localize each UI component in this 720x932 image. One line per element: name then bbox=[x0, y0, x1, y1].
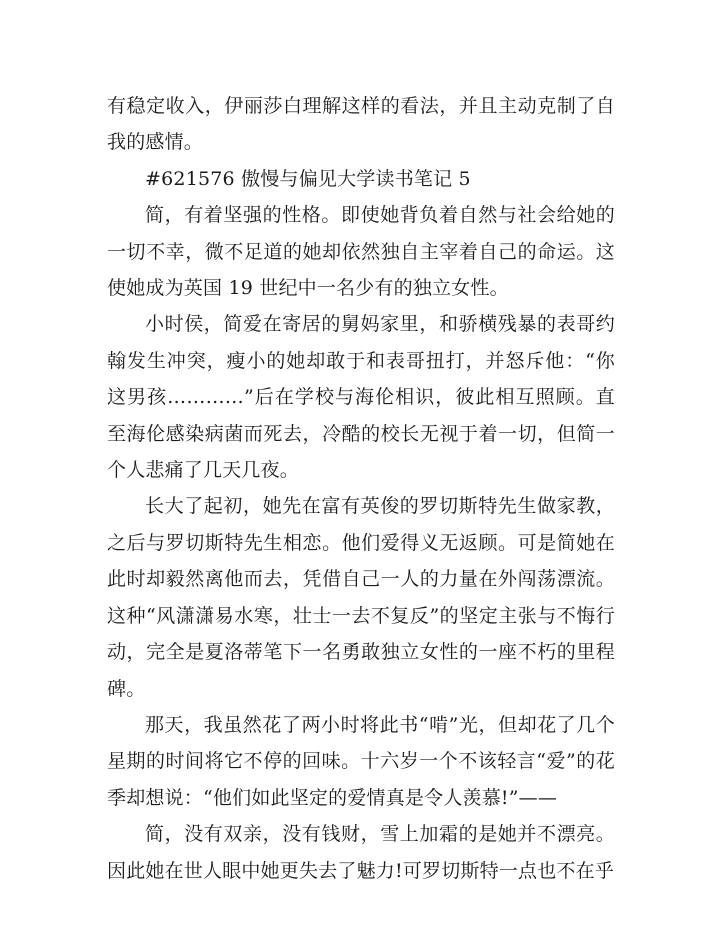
paragraph-continuation: 有稳定收入，伊丽莎白理解这样的看法，并且主动克制了自我的感情。 bbox=[107, 95, 615, 154]
document-body bbox=[107, 88, 615, 889]
paragraph-childhood: 小时侯，简爱在寄居的舅妈家里，和骄横残暴的表哥约翰发生冲突，瘦小的她却敢于和表哥扭打，并怒斥他：“你这男孩…………”后在学校与海伦相识，彼此相互照顾。直至海伦感染病菌而死去，冷酷的校长无视于着一切，但简一个人悲痛了几天几夜。 bbox=[107, 313, 615, 482]
paragraph-reflection: 那天，我虽然花了两小时将此书“啃”光，但却花了几个星期的时间将它不停的回味。十六岁一个不该轻言“爱”的花季却想说：“他们如此坚定的爱情真是令人羡慕!”—— bbox=[107, 713, 615, 809]
paragraph-jane-circumstances: 简，没有双亲，没有钱财，雪上加霜的是她并不漂亮。因此她在世人眼中她更失去了魅力!可罗切斯特一点也不在乎 bbox=[107, 823, 615, 882]
paragraph-adulthood: 长大了起初，她先在富有英俊的罗切斯特先生做家教，之后与罗切斯特先生相恋。他们爱得义无返顾。可是简她在此时却毅然离他而去，凭借自己一人的力量在外闯荡漂流。这种“风潇潇易水寒，壮士一去不复反”的坚定主张与不悔行动，完全是夏洛蒂笔下一名勇敢独立女性的一座不朽的里程碑。 bbox=[107, 495, 615, 700]
section-heading: #621576 傲慢与偏见大学读书笔记 5 bbox=[145, 167, 471, 190]
paragraph-jane-character: 简，有着坚强的性格。即使她背负着自然与社会给她的一切不幸，微不足道的她却依然独自主宰着自己的命运。这使她成为英国 19 世纪中一名少有的独立女性。 bbox=[107, 204, 615, 300]
